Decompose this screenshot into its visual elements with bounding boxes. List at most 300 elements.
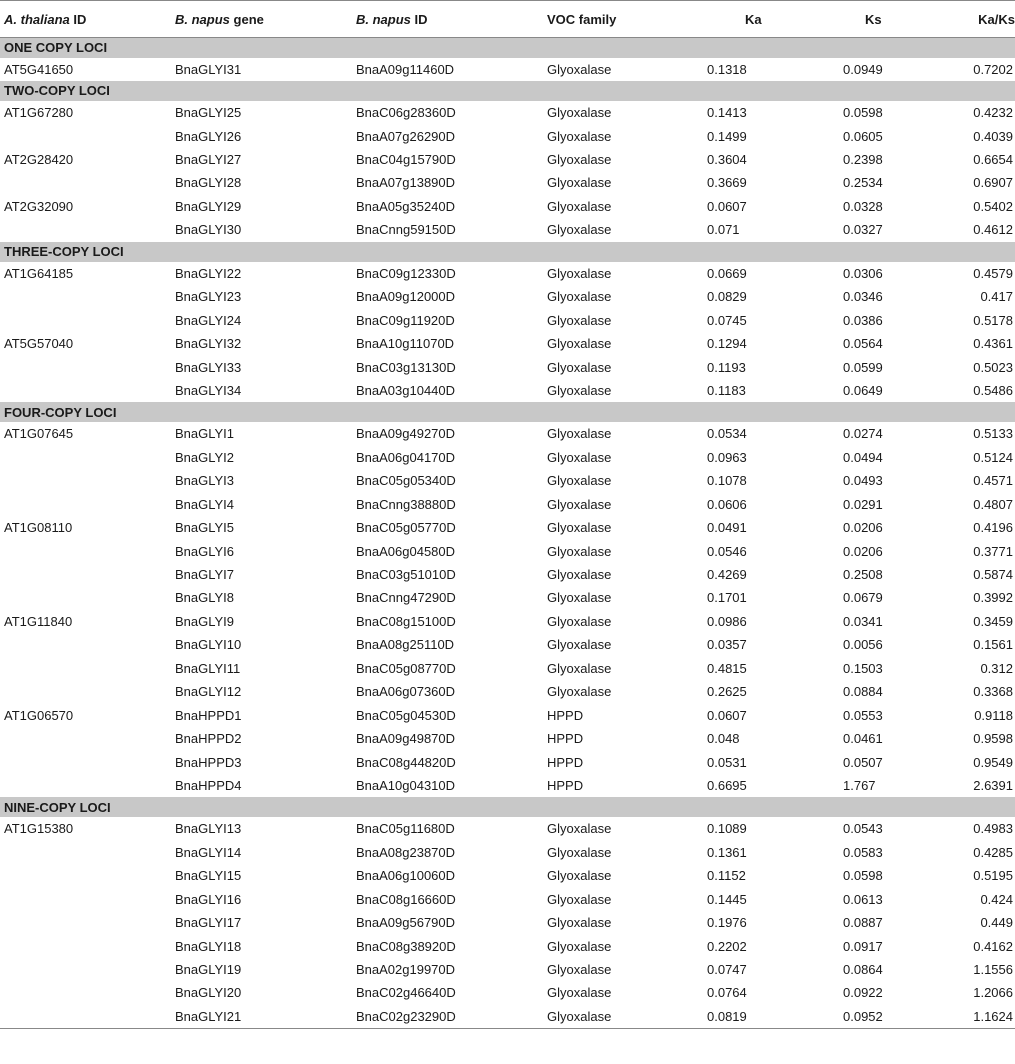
cell-ks: 0.0917 xyxy=(843,938,883,954)
table-row xyxy=(0,218,1015,241)
col-ath-id: A. thaliana ID xyxy=(4,11,87,27)
cell-ka: 0.0534 xyxy=(707,426,747,442)
cell-voc-family: Glyoxalase xyxy=(547,1008,612,1024)
cell-ka: 0.0357 xyxy=(707,637,747,653)
cell-ka: 0.0819 xyxy=(707,1008,747,1024)
section-header-row xyxy=(0,797,1015,817)
cell-ka-ks: 0.4983 xyxy=(973,821,1013,837)
cell-ath-id: AT1G15380 xyxy=(4,821,74,837)
cell-bn-id: BnaC09g11920D xyxy=(356,312,455,328)
cell-voc-family: Glyoxalase xyxy=(547,660,612,676)
cell-ka-ks: 0.3459 xyxy=(973,613,1013,629)
cell-ath-id xyxy=(0,539,171,562)
cell-voc-family: Glyoxalase xyxy=(547,265,612,281)
cell-bn-gene: BnaGLYI29 xyxy=(175,198,242,214)
cell-ka: 0.1499 xyxy=(707,128,747,144)
cell-bn-id: BnaA08g23870D xyxy=(356,844,456,860)
cell-ka-ks: 1.1556 xyxy=(973,962,1013,978)
cell-ka: 0.4815 xyxy=(707,660,747,676)
cell-ka-ks: 0.5874 xyxy=(973,567,1013,583)
cell-bn-id: BnaC02g46640D xyxy=(356,985,456,1001)
cell-ka: 0.0607 xyxy=(707,198,747,214)
cell-ks: 0.0507 xyxy=(843,754,883,770)
cell-bn-id: BnaCnng59150D xyxy=(356,222,456,238)
table-row xyxy=(0,469,1015,492)
cell-bn-id: BnaA06g04170D xyxy=(356,449,456,465)
cell-ks: 0.0461 xyxy=(843,731,883,747)
cell-ka-ks: 0.6654 xyxy=(973,152,1013,168)
cell-bn-gene: BnaGLYI2 xyxy=(175,449,235,465)
cell-bn-gene: BnaGLYI18 xyxy=(175,938,242,954)
cell-ks: 0.0341 xyxy=(843,613,883,629)
cell-voc-family: Glyoxalase xyxy=(547,684,612,700)
cell-bn-id: BnaC08g38920D xyxy=(356,938,456,954)
cell-ks: 0.2398 xyxy=(843,152,883,168)
cell-voc-family: Glyoxalase xyxy=(547,128,612,144)
cell-bn-id: BnaA09g49270D xyxy=(356,426,456,442)
cell-ks: 0.0493 xyxy=(843,473,883,489)
cell-ath-id xyxy=(0,958,171,981)
cell-ka-ks: 0.4807 xyxy=(973,496,1013,512)
cell-bn-id: BnaA07g13890D xyxy=(356,175,456,191)
cell-ka-ks: 0.5486 xyxy=(973,382,1013,398)
cell-ka-ks: 0.4232 xyxy=(973,105,1013,121)
cell-ka: 0.0606 xyxy=(707,496,747,512)
cell-ka-ks: 0.4571 xyxy=(973,473,1013,489)
cell-voc-family: Glyoxalase xyxy=(547,567,612,583)
table-row xyxy=(0,727,1015,750)
cell-bn-id: BnaC06g28360D xyxy=(356,105,456,121)
cell-ath-id xyxy=(0,218,171,241)
cell-ka: 0.0747 xyxy=(707,962,747,978)
cell-voc-family: Glyoxalase xyxy=(547,962,612,978)
cell-bn-id: BnaC05g05340D xyxy=(356,473,456,489)
cell-ath-id xyxy=(0,841,171,864)
cell-ka-ks: 1.1624 xyxy=(973,1008,1013,1024)
table-row xyxy=(0,285,1015,308)
cell-ath-id xyxy=(0,911,171,934)
cell-bn-gene: BnaGLYI21 xyxy=(175,1008,242,1024)
cell-ath-id: AT2G28420 xyxy=(4,152,74,168)
cell-ks: 0.0949 xyxy=(843,61,883,77)
cell-ks: 0.0346 xyxy=(843,289,883,305)
cell-ks: 0.0884 xyxy=(843,684,883,700)
table-row xyxy=(0,101,1015,124)
cell-ath-id: AT1G07645 xyxy=(4,426,74,442)
cell-bn-gene: BnaGLYI15 xyxy=(175,868,242,884)
cell-ka: 0.2202 xyxy=(707,938,747,954)
cell-voc-family: Glyoxalase xyxy=(547,821,612,837)
cell-ka-ks: 0.5195 xyxy=(973,868,1013,884)
cell-ks: 0.0306 xyxy=(843,265,883,281)
col-ka-ks: Ka/Ks xyxy=(978,11,1015,27)
cell-ath-id: AT1G11840 xyxy=(4,613,73,629)
section-header-row xyxy=(0,38,1015,58)
cell-bn-id: BnaCnng38880D xyxy=(356,496,456,512)
cell-bn-id: BnaA08g25110D xyxy=(356,637,455,653)
cell-voc-family: Glyoxalase xyxy=(547,152,612,168)
table-row xyxy=(0,148,1015,171)
cell-voc-family: Glyoxalase xyxy=(547,382,612,398)
section-label: ONE COPY LOCI xyxy=(4,40,108,56)
cell-voc-family: Glyoxalase xyxy=(547,938,612,954)
cell-bn-id: BnaA03g10440D xyxy=(356,382,456,398)
cell-voc-family: Glyoxalase xyxy=(547,868,612,884)
cell-bn-gene: BnaGLYI28 xyxy=(175,175,242,191)
cell-ath-id xyxy=(0,680,171,703)
cell-ath-id xyxy=(0,171,171,194)
table-row xyxy=(0,422,1015,445)
cell-bn-gene: BnaGLYI30 xyxy=(175,222,242,238)
cell-ka: 0.0546 xyxy=(707,543,747,559)
cell-ka: 0.3669 xyxy=(707,175,747,191)
cell-ath-id xyxy=(0,864,171,887)
table-row xyxy=(0,586,1015,609)
cell-ka: 0.1976 xyxy=(707,915,747,931)
cell-bn-id: BnaA09g11460D xyxy=(356,61,455,77)
cell-bn-gene: BnaGLYI11 xyxy=(175,660,241,676)
cell-bn-id: BnaA09g12000D xyxy=(356,289,456,305)
cell-ka: 0.0986 xyxy=(707,613,747,629)
table-row xyxy=(0,124,1015,147)
cell-bn-gene: BnaGLYI9 xyxy=(175,613,235,629)
cell-ka-ks: 0.3992 xyxy=(973,590,1013,606)
table-row xyxy=(0,563,1015,586)
cell-ka: 0.1701 xyxy=(707,590,747,606)
cell-bn-id: BnaA09g49870D xyxy=(356,731,456,747)
cell-bn-id: BnaC03g13130D xyxy=(356,359,456,375)
cell-bn-gene: BnaGLYI20 xyxy=(175,985,242,1001)
cell-ka-ks: 0.6907 xyxy=(973,175,1013,191)
cell-bn-gene: BnaGLYI17 xyxy=(175,915,242,931)
table-row xyxy=(0,864,1015,887)
cell-bn-id: BnaA07g26290D xyxy=(356,128,456,144)
cell-bn-id: BnaC05g08770D xyxy=(356,660,456,676)
cell-ks: 0.0553 xyxy=(843,707,883,723)
cell-ka-ks: 0.312 xyxy=(980,660,1013,676)
table-row xyxy=(0,657,1015,680)
col-voc-family: VOC family xyxy=(547,11,617,27)
cell-ath-id xyxy=(0,379,171,402)
table-row xyxy=(0,633,1015,656)
section-header-row xyxy=(0,81,1015,101)
cell-ka: 0.1183 xyxy=(707,382,746,398)
cell-ka: 0.0829 xyxy=(707,289,747,305)
section-label: THREE-COPY LOCI xyxy=(4,244,124,260)
cell-ks: 0.0206 xyxy=(843,543,883,559)
cell-voc-family: HPPD xyxy=(547,707,584,723)
cell-ka: 0.0764 xyxy=(707,985,747,1001)
cell-voc-family: Glyoxalase xyxy=(547,590,612,606)
table-row xyxy=(0,58,1015,81)
cell-ath-id: AT2G32090 xyxy=(4,198,74,214)
cell-ka: 0.1318 xyxy=(707,61,747,77)
cell-ka-ks: 0.9118 xyxy=(974,707,1013,723)
cell-bn-gene: BnaGLYI10 xyxy=(175,637,242,653)
cell-ath-id xyxy=(0,888,171,911)
cell-bn-gene: BnaGLYI23 xyxy=(175,289,242,305)
table-row xyxy=(0,888,1015,911)
cell-bn-gene: BnaGLYI16 xyxy=(175,891,242,907)
cell-voc-family: Glyoxalase xyxy=(547,520,612,536)
cell-ka: 0.2625 xyxy=(707,684,747,700)
cell-ath-id xyxy=(0,563,171,586)
cell-ath-id xyxy=(0,657,171,680)
cell-ka-ks: 0.417 xyxy=(980,289,1013,305)
cell-bn-gene: BnaGLYI19 xyxy=(175,962,242,978)
cell-ath-id xyxy=(0,934,171,957)
table-row xyxy=(0,750,1015,773)
cell-bn-id: BnaC08g16660D xyxy=(356,891,456,907)
table-row xyxy=(0,817,1015,840)
col-bn-gene: B. napus gene xyxy=(175,11,264,27)
cell-ks: 0.0056 xyxy=(843,637,883,653)
cell-bn-id: BnaA05g35240D xyxy=(356,198,456,214)
cell-ka: 0.1089 xyxy=(707,821,747,837)
cell-ks: 0.0922 xyxy=(843,985,883,1001)
table-row xyxy=(0,195,1015,218)
cell-ath-id xyxy=(0,750,171,773)
cell-bn-gene: BnaGLYI33 xyxy=(175,359,242,375)
cell-bn-gene: BnaGLYI5 xyxy=(175,520,235,536)
cell-ath-id xyxy=(0,633,171,656)
cell-ks: 0.0679 xyxy=(843,590,883,606)
cell-bn-gene: BnaGLYI25 xyxy=(175,105,242,121)
cell-ks: 0.0887 xyxy=(843,915,883,931)
cell-ka-ks: 0.5178 xyxy=(973,312,1013,328)
table-row xyxy=(0,1005,1015,1028)
cell-ath-id xyxy=(0,469,171,492)
cell-bn-gene: BnaGLYI6 xyxy=(175,543,235,559)
cell-ka-ks: 0.4361 xyxy=(973,336,1013,352)
cell-bn-id: BnaC08g44820D xyxy=(356,754,456,770)
cell-ks: 0.0613 xyxy=(843,891,883,907)
table-row xyxy=(0,680,1015,703)
table-row xyxy=(0,610,1015,633)
cell-ks: 0.0564 xyxy=(843,336,883,352)
cell-bn-gene: BnaGLYI34 xyxy=(175,382,242,398)
cell-bn-gene: BnaHPPD2 xyxy=(175,731,242,747)
table-row xyxy=(0,703,1015,726)
table-row xyxy=(0,774,1015,797)
cell-bn-id: BnaCnng47290D xyxy=(356,590,456,606)
cell-bn-gene: BnaGLYI22 xyxy=(175,265,242,281)
section-label: TWO-COPY LOCI xyxy=(4,83,110,99)
cell-voc-family: Glyoxalase xyxy=(547,637,612,653)
cell-voc-family: HPPD xyxy=(547,777,584,793)
cell-ka: 0.6695 xyxy=(707,777,747,793)
cell-ka-ks: 0.4039 xyxy=(973,128,1013,144)
cell-ka-ks: 0.4579 xyxy=(973,265,1013,281)
cell-ka: 0.1193 xyxy=(707,359,746,375)
cell-voc-family: Glyoxalase xyxy=(547,359,612,375)
cell-voc-family: Glyoxalase xyxy=(547,844,612,860)
cell-ka: 0.0745 xyxy=(707,312,747,328)
cell-ka-ks: 0.9549 xyxy=(973,754,1013,770)
cell-bn-id: BnaA06g07360D xyxy=(356,684,456,700)
cell-ka-ks: 0.5402 xyxy=(973,198,1013,214)
cell-ks: 0.2508 xyxy=(843,567,883,583)
cell-bn-id: BnaA10g11070D xyxy=(356,336,455,352)
cell-bn-gene: BnaHPPD1 xyxy=(175,707,242,723)
section-label: FOUR-COPY LOCI xyxy=(4,404,117,420)
cell-ath-id xyxy=(0,285,171,308)
cell-ath-id xyxy=(0,493,171,516)
table-row xyxy=(0,355,1015,378)
cell-ka-ks: 0.3771 xyxy=(973,543,1013,559)
cell-voc-family: HPPD xyxy=(547,754,584,770)
cell-bn-gene: BnaGLYI24 xyxy=(175,312,242,328)
table-row xyxy=(0,379,1015,402)
cell-ath-id xyxy=(0,727,171,750)
cell-bn-id: BnaC05g11680D xyxy=(356,821,455,837)
cell-bn-id: BnaA09g56790D xyxy=(356,915,456,931)
cell-ka: 0.0491 xyxy=(707,520,747,536)
cell-bn-gene: BnaGLYI1 xyxy=(175,426,235,442)
col-ka: Ka xyxy=(745,11,762,27)
table-row xyxy=(0,262,1015,285)
cell-ka-ks: 0.9598 xyxy=(973,731,1013,747)
cell-voc-family: Glyoxalase xyxy=(547,891,612,907)
cell-bn-id: BnaC04g15790D xyxy=(356,152,456,168)
cell-ks: 0.2534 xyxy=(843,175,883,191)
cell-ath-id xyxy=(0,446,171,469)
cell-ka: 0.0669 xyxy=(707,265,747,281)
cell-voc-family: Glyoxalase xyxy=(547,543,612,559)
cell-voc-family: Glyoxalase xyxy=(547,175,612,191)
table-header xyxy=(0,1,1015,38)
cell-ka-ks: 0.4612 xyxy=(973,222,1013,238)
cell-ka: 0.1078 xyxy=(707,473,747,489)
cell-ks: 0.0206 xyxy=(843,520,883,536)
table-row xyxy=(0,332,1015,355)
cell-ka: 0.0607 xyxy=(707,707,747,723)
cell-ks: 0.0291 xyxy=(843,496,883,512)
cell-voc-family: Glyoxalase xyxy=(547,289,612,305)
cell-ka: 0.0963 xyxy=(707,449,747,465)
table-row xyxy=(0,934,1015,957)
cell-ks: 0.0274 xyxy=(843,426,883,442)
cell-voc-family: Glyoxalase xyxy=(547,473,612,489)
cell-ath-id xyxy=(0,355,171,378)
cell-ks: 0.0952 xyxy=(843,1008,883,1024)
table-row xyxy=(0,446,1015,469)
cell-ka-ks: 0.3368 xyxy=(973,684,1013,700)
cell-ath-id: AT5G41650 xyxy=(4,61,74,77)
cell-bn-id: BnaC08g15100D xyxy=(356,613,456,629)
cell-bn-id: BnaC05g05770D xyxy=(356,520,456,536)
cell-ka: 0.0531 xyxy=(707,754,747,770)
cell-bn-id: BnaC09g12330D xyxy=(356,265,456,281)
cell-ka-ks: 0.5133 xyxy=(973,426,1013,442)
cell-ka-ks: 0.4196 xyxy=(973,520,1013,536)
cell-voc-family: Glyoxalase xyxy=(547,426,612,442)
cell-ks: 0.0864 xyxy=(843,962,883,978)
cell-ka-ks: 0.4162 xyxy=(973,938,1013,954)
cell-ath-id xyxy=(0,981,171,1004)
cell-ks: 0.0598 xyxy=(843,868,883,884)
cell-voc-family: Glyoxalase xyxy=(547,449,612,465)
cell-ks: 0.0327 xyxy=(843,222,883,238)
cell-voc-family: Glyoxalase xyxy=(547,336,612,352)
table-row xyxy=(0,171,1015,194)
cell-ka-ks: 0.4285 xyxy=(973,844,1013,860)
cell-ks: 0.1503 xyxy=(843,660,883,676)
cell-ka-ks: 0.424 xyxy=(980,891,1013,907)
table-row xyxy=(0,958,1015,981)
cell-bn-gene: BnaGLYI32 xyxy=(175,336,242,352)
table-row xyxy=(0,516,1015,539)
cell-bn-id: BnaA06g04580D xyxy=(356,543,456,559)
cell-ka-ks: 0.1561 xyxy=(973,637,1013,653)
cell-voc-family: Glyoxalase xyxy=(547,61,612,77)
cell-ks: 0.0494 xyxy=(843,449,883,465)
cell-ks: 0.0605 xyxy=(843,128,883,144)
cell-voc-family: Glyoxalase xyxy=(547,613,612,629)
cell-ath-id: AT1G06570 xyxy=(4,707,74,723)
cell-ka: 0.1413 xyxy=(707,105,747,121)
cell-ath-id: AT1G64185 xyxy=(4,265,74,281)
cell-ka: 0.1445 xyxy=(707,891,747,907)
cell-ks: 0.0598 xyxy=(843,105,883,121)
cell-ka-ks: 0.5124 xyxy=(973,449,1013,465)
cell-bn-gene: BnaHPPD3 xyxy=(175,754,242,770)
cell-bn-gene: BnaGLYI13 xyxy=(175,821,242,837)
table-row xyxy=(0,539,1015,562)
cell-voc-family: Glyoxalase xyxy=(547,222,612,238)
cell-voc-family: Glyoxalase xyxy=(547,312,612,328)
cell-bn-gene: BnaGLYI27 xyxy=(175,152,242,168)
cell-ka: 0.071 xyxy=(707,222,740,238)
cell-bn-gene: BnaGLYI7 xyxy=(175,567,235,583)
cell-voc-family: Glyoxalase xyxy=(547,496,612,512)
col-bn-id: B. napus ID xyxy=(356,11,428,27)
table-row xyxy=(0,308,1015,331)
cell-bn-gene: BnaGLYI4 xyxy=(175,496,235,512)
section-header-row xyxy=(0,242,1015,262)
section-label: NINE-COPY LOCI xyxy=(4,799,111,815)
cell-ka: 0.1152 xyxy=(707,868,746,884)
cell-ka-ks: 1.2066 xyxy=(973,985,1013,1001)
cell-ks: 0.0386 xyxy=(843,312,883,328)
cell-ks: 0.0599 xyxy=(843,359,883,375)
cell-ath-id: AT1G67280 xyxy=(4,105,74,121)
cell-ka: 0.1361 xyxy=(707,844,747,860)
cell-voc-family: Glyoxalase xyxy=(547,105,612,121)
table-row xyxy=(0,981,1015,1004)
cell-ka-ks: 0.449 xyxy=(980,915,1013,931)
cell-ks: 0.0583 xyxy=(843,844,883,860)
cell-ka: 0.048 xyxy=(707,731,740,747)
cell-ath-id xyxy=(0,308,171,331)
table-row xyxy=(0,911,1015,934)
cell-bn-gene: BnaGLYI12 xyxy=(175,684,242,700)
cell-bn-id: BnaA06g10060D xyxy=(356,868,456,884)
cell-voc-family: Glyoxalase xyxy=(547,915,612,931)
cell-bn-gene: BnaGLYI26 xyxy=(175,128,242,144)
cell-ks: 0.0328 xyxy=(843,198,883,214)
cell-ath-id xyxy=(0,586,171,609)
cell-voc-family: HPPD xyxy=(547,731,584,747)
cell-bn-gene: BnaGLYI14 xyxy=(175,844,242,860)
table-body xyxy=(0,38,1015,1029)
cell-bn-gene: BnaGLYI3 xyxy=(175,473,235,489)
section-header-row xyxy=(0,402,1015,422)
cell-ka-ks: 0.7202 xyxy=(973,61,1013,77)
cell-bn-id: BnaA02g19970D xyxy=(356,962,456,978)
cell-voc-family: Glyoxalase xyxy=(547,985,612,1001)
cell-ka: 0.3604 xyxy=(707,152,747,168)
